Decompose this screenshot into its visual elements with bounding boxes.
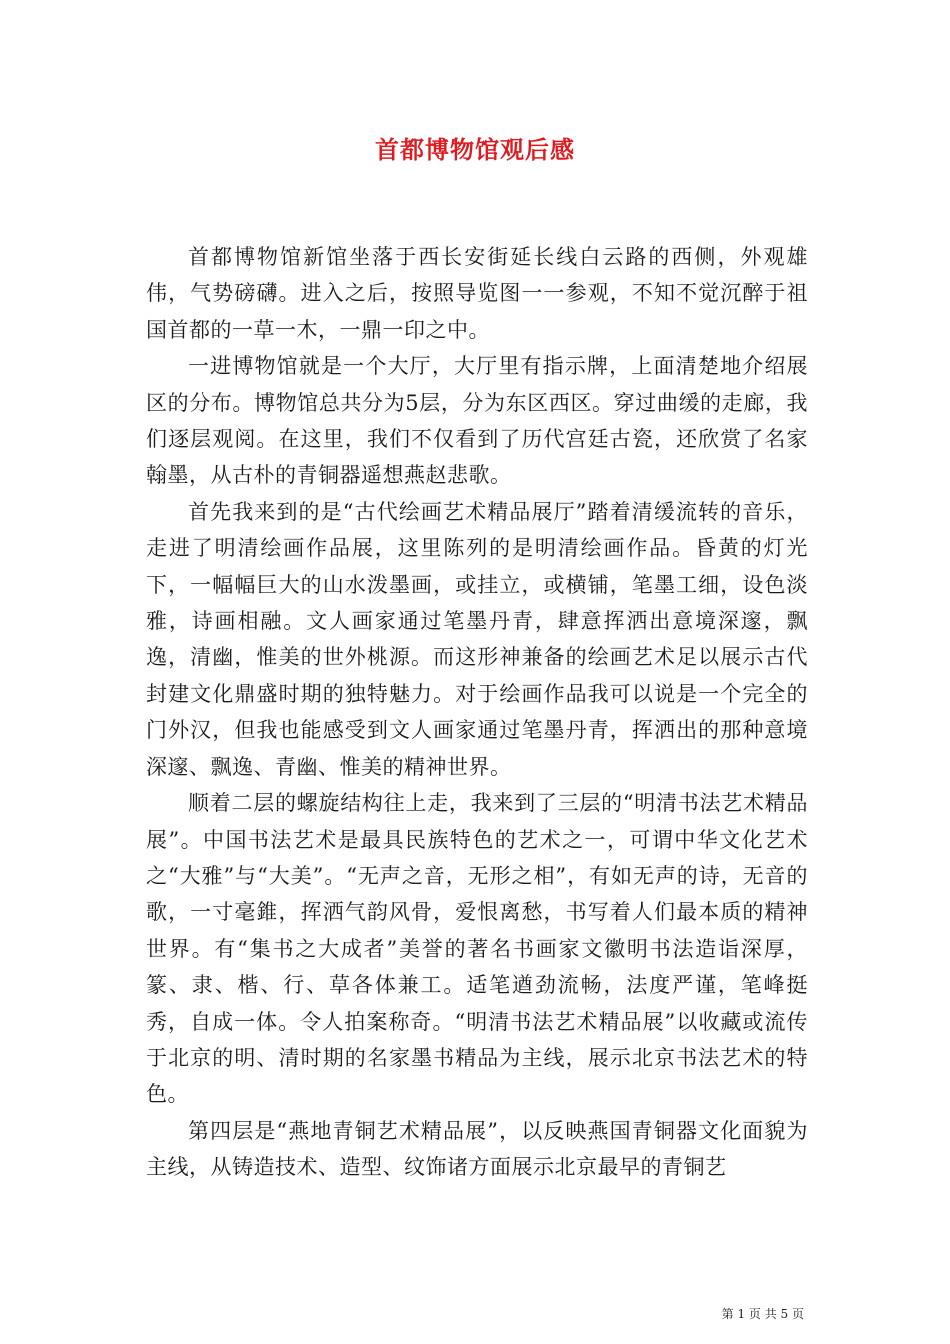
- paragraph-4: 顺着二层的螺旋结构往上走，我来到了三层的“明清书法艺术精品展”。中国书法艺术是最具民族特色的艺术之一，可谓中华文化艺术之“大雅”与“大美”。“无声之音，无形之相”，有如无声的诗，无音的歌，一寸毫錐，挥洒气韵风骨，爱恨离愁，书写着人们最本质的精神世界。有“集书之大成者”美誉的著名书画家文徽明书法造诣深厚，篆、隶、楷、行、草各体兼工。适笔遒劲流畅，法度严谨，笔峰挺秀，自成一体。令人拍案称奇。“明清书法艺术精品展”以收藏或流传于北京的明、清时期的名家墨书精品为主线，展示北京书法艺术的特色。: [146, 791, 808, 1107]
- paragraph-2: 一进博物馆就是一个大厅，大厅里有指示牌，上面清楚地介绍展区的分布。博物馆总共分为5层，分为东区西区。穿过曲缓的走廊，我们逐层观阅。在这里，我们不仅看到了历代宫廷古瓷，还欣赏了名家翰墨，从古朴的青铜器遥想燕赵悲歌。: [146, 354, 808, 488]
- document-body: [146, 239, 808, 1186]
- page-number-footer: 第 1 页 共 5 页: [721, 1307, 804, 1321]
- document-title: 首都博物馆观后感: [375, 135, 575, 164]
- paragraph-1: 首都博物馆新馆坐落于西长安街延长线白云路的西侧，外观雄伟，气势磅礴。进入之后，按照导览图一一参观，不知不觉沉醉于祖国首都的一草一木，一鼎一印之中。: [146, 245, 808, 342]
- paragraph-3: 首先我来到的是“古代绘画艺术精品展厅”踏着清缓流转的音乐，走进了明清绘画作品展，这里陈列的是明清绘画作品。昏黄的灯光下，一幅幅巨大的山水泼墨画，或挂立，或横铺，笔墨工细，设色淡雅，诗画相融。文人画家通过笔墨丹青，肆意挥洒出意境深邃，飘逸，清幽，惟美的世外桃源。而这形神兼备的绘画艺术足以展示古代封建文化鼎盛时期的独特魅力。对于绘画作品我可以说是一个完全的门外汉，但我也能感受到文人画家通过笔墨丹青，挥洒出的那种意境深邃、飘逸、青幽、惟美的精神世界。: [146, 499, 808, 779]
- paragraph-5: 第四层是“燕地青铜艺术精品展”，以反映燕国青铜器文化面貌为主线，从铸造技术、造型、纹饰诸方面展示北京最早的青铜艺: [146, 1118, 808, 1180]
